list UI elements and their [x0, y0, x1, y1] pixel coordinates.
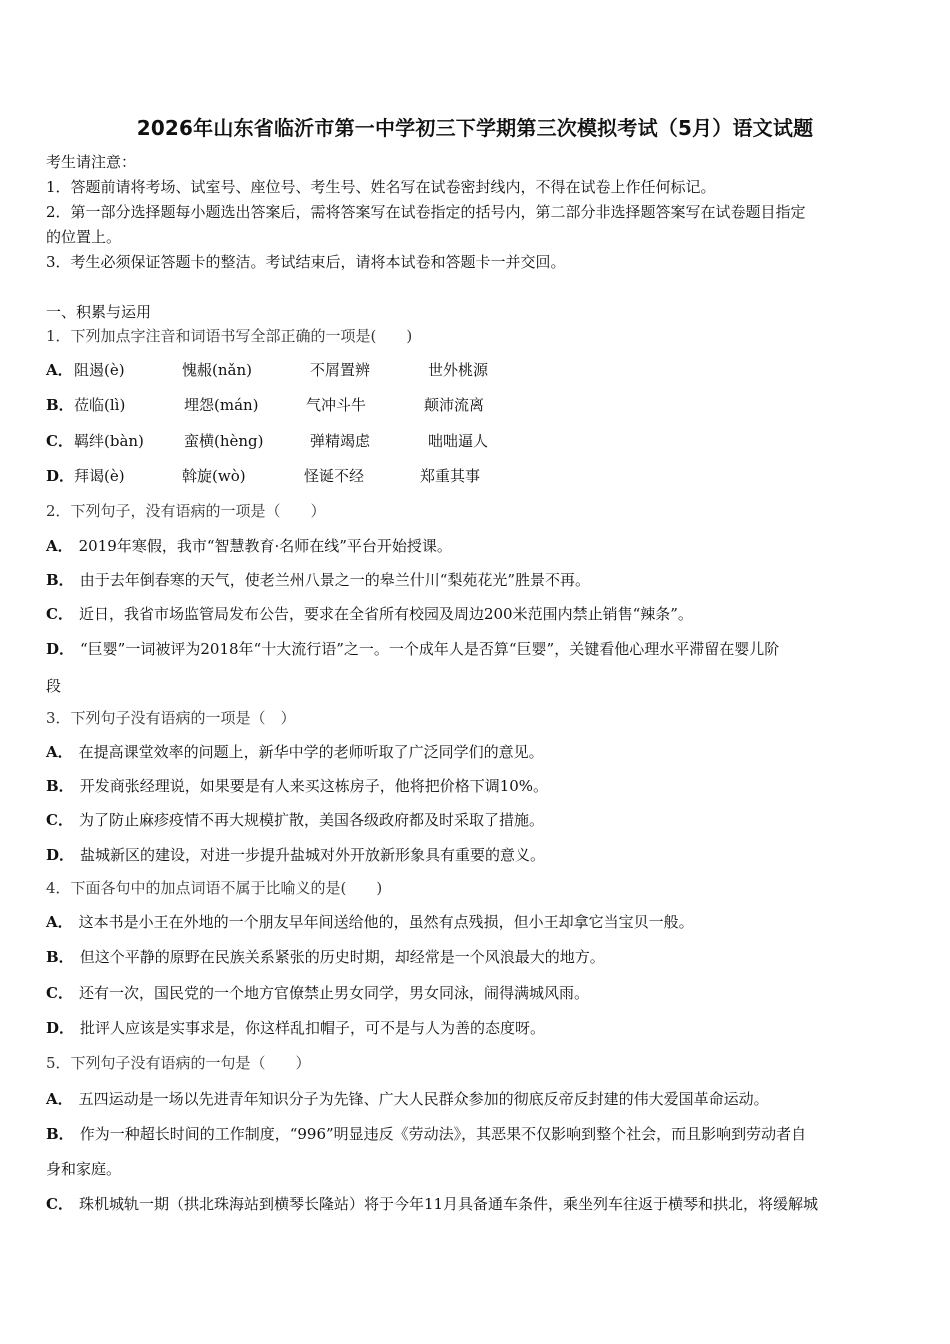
option-label: D．: [46, 467, 75, 485]
q1-stem: 1．下列加点字注音和词语书写全部正确的一项是( ): [46, 327, 413, 345]
q1-b-word4: 颠沛流离: [424, 396, 485, 414]
q4-stem: 4．下面各句中的加点词语不属于比喻义的是( ): [46, 879, 383, 897]
option-label: A．: [46, 537, 73, 555]
q2-option-d: [46, 639, 779, 659]
notice-heading: 考生请注意：: [46, 153, 137, 171]
q1-option-b: [46, 395, 485, 415]
q3-c-text: 为了防止麻疹疫情不再大规模扩散，美国各级政府都及时采取了措施。: [78, 811, 544, 829]
q5-option-a: [46, 1089, 769, 1109]
q5-option-b-cont: 身和家庭。: [46, 1160, 122, 1178]
option-label: A．: [46, 913, 73, 931]
q2-option-d-cont: 段: [46, 677, 62, 695]
q1-d-word2: 斡旋(wò): [182, 467, 246, 485]
q1-d-word1: 拜谒(è): [74, 467, 125, 485]
option-label: C．: [46, 1195, 73, 1213]
notice-item-2: 2．第一部分选择题每小题选出答案后，需将答案写在试卷指定的括号内，第二部分非选择题答案写在试卷题目指定: [46, 203, 806, 221]
notice-item-3: 3．考生必须保证答题卡的整洁。考试结束后，请将本试卷和答题卡一并交回。: [46, 253, 566, 271]
q1-a-word2: 愧赧(nǎn): [182, 361, 252, 379]
q1-a-word3: 不屑置辨: [310, 361, 371, 379]
q2-option-b: [46, 570, 590, 590]
q4-d-text: 批评人应该是实事求是，你这样乱扣帽子，可不是与人为善的态度呀。: [80, 1019, 546, 1037]
q4-option-a: [46, 912, 694, 932]
q3-stem: 3．下列句子没有语病的一项是（ ）: [46, 709, 296, 727]
notice-item-2-cont: 的位置上。: [46, 228, 122, 246]
q1-a-word4: 世外桃源: [428, 361, 489, 379]
q3-option-a: [46, 742, 544, 762]
option-label: B．: [46, 571, 74, 589]
q4-option-c: [46, 983, 589, 1003]
q1-d-word3: 怪诞不经: [304, 467, 365, 485]
q1-c-word1: 羁绊(bàn): [74, 432, 144, 450]
option-label: A．: [46, 743, 73, 761]
q5-c-text: 珠机城轨一期（拱北珠海站到横琴长隆站）将于今年11月具备通车条件，乘坐列车往返于横琴和拱北，将缓解城: [78, 1195, 819, 1213]
q2-option-c: [46, 604, 693, 624]
option-label: B．: [46, 1125, 74, 1143]
notice-item-1: 1．答题前请将考场、试室号、座位号、考生号、姓名写在试卷密封线内，不得在试卷上作任何标记。: [46, 178, 716, 196]
q1-b-word3: 气冲斗牛: [306, 396, 367, 414]
q5-b-text: 作为一种超长时间的工作制度，“996”明显违反《劳动法》，其恶果不仅影响到整个社会，而且影响到劳动者自: [79, 1125, 807, 1143]
q2-c-text: 近日，我省市场监管局发布公告，要求在全省所有校园及周边200米范围内禁止销售“辣条”。: [78, 605, 693, 623]
q1-c-word4: 咄咄逼人: [428, 432, 489, 450]
q1-c-word2: 蛮横(hèng): [184, 432, 264, 450]
q5-option-b: [46, 1124, 806, 1144]
option-label: B．: [46, 396, 74, 414]
option-label: C．: [46, 605, 73, 623]
q2-option-a: [46, 536, 452, 556]
q4-c-text: 还有一次，国民党的一个地方官僚禁止男女同学，男女同泳，闹得满城风雨。: [78, 984, 589, 1002]
q4-option-b: [46, 947, 605, 967]
q5-option-c: [46, 1194, 818, 1214]
option-label: C．: [46, 811, 73, 829]
q2-d-text: “巨婴”一词被评为2018年“十大流行语”之一。一个成年人是否算“巨婴”，关键看他心理水平滞留在婴儿阶: [80, 640, 780, 658]
q3-b-text: 开发商张经理说，如果要是有人来买这栋房子，他将把价格下调10%。: [79, 777, 549, 795]
q3-option-c: [46, 810, 544, 830]
option-label: A．: [46, 361, 73, 379]
q1-b-word1: 莅临(lì): [74, 396, 126, 414]
q4-option-d: [46, 1018, 545, 1038]
page-title: 2026年山东省临沂市第一中学初三下学期第三次模拟考试（5月）语文试题: [136, 116, 814, 140]
option-label: C．: [46, 984, 73, 1002]
q1-option-d: [46, 466, 481, 486]
q2-stem: 2．下列句子，没有语病的一项是（ ）: [46, 502, 326, 520]
option-label: C．: [46, 432, 73, 450]
q1-option-c: [46, 431, 489, 451]
q4-a-text: 这本书是小王在外地的一个朋友早年间送给他的，虽然有点残损，但小王却拿它当宝贝一般。: [78, 913, 694, 931]
q3-a-text: 在提高课堂效率的问题上，新华中学的老师听取了广泛同学们的意见。: [78, 743, 544, 761]
q1-d-word4: 郑重其事: [420, 467, 481, 485]
q1-a-word1: 阻遏(è): [74, 361, 125, 379]
q3-d-text: 盐城新区的建设，对进一步提升盐城对外开放新形象具有重要的意义。: [80, 846, 546, 864]
q1-c-word3: 弹精竭虑: [310, 432, 371, 450]
section-heading: 一、积累与运用: [46, 303, 152, 321]
q4-b-text: 但这个平静的原野在民族关系紧张的历史时期，却经常是一个风浪最大的地方。: [79, 948, 605, 966]
q1-option-a: [46, 360, 489, 380]
q2-a-text: 2019年寒假，我市“智慧教育·名师在线”平台开始授课。: [78, 537, 452, 555]
q3-option-b: [46, 776, 548, 796]
option-label: D．: [46, 640, 75, 658]
option-label: D．: [46, 1019, 75, 1037]
option-label: D．: [46, 846, 75, 864]
q5-stem: 5．下列句子没有语病的一句是（ ）: [46, 1054, 311, 1072]
q5-a-text: 五四运动是一场以先进青年知识分子为先锋、广大人民群众参加的彻底反帝反封建的伟大爱国革命运动。: [78, 1090, 769, 1108]
q2-b-text: 由于去年倒春寒的天气，使老兰州八景之一的皋兰什川“梨苑花光”胜景不再。: [79, 571, 591, 589]
q1-b-word2: 埋怨(mán): [184, 396, 259, 414]
option-label: A．: [46, 1090, 73, 1108]
option-label: B．: [46, 777, 74, 795]
option-label: B．: [46, 948, 74, 966]
q3-option-d: [46, 845, 545, 865]
